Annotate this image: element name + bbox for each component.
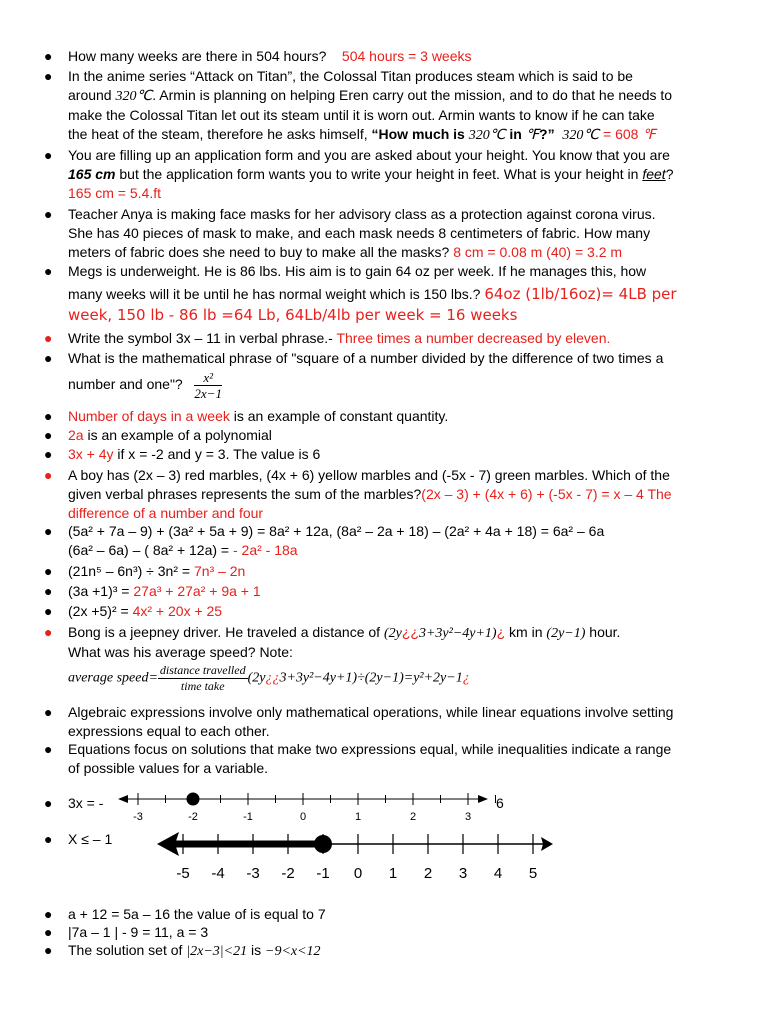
tick-label: -1: [316, 865, 330, 882]
list-item: ● Write the symbol 3x – 11 in verbal phrase.- Three times a number decreased by eleven.: [44, 330, 611, 346]
bullet: ●: [44, 147, 53, 163]
bullet: ●: [44, 603, 53, 619]
list-item: ● (5a² + 7a – 9) + (3a² + 5a + 9) = 8a² + 12a, (8a² – 2a + 18) – (2a² + 4a + 18) = 6a² – 6a (6a² – 6a) – ( 8a² + 12a) = - 2a² - 18a: [44, 523, 605, 558]
bullet: ●: [44, 795, 53, 811]
tick-label: 1: [388, 865, 398, 882]
answer-text: 8 cm = 0.08 m (40) = 3.2 m: [453, 244, 623, 260]
bullet: ●: [44, 624, 53, 640]
tick-label: -3: [246, 865, 260, 882]
list-item: ● You are filling up an application form and you are asked about your height. You know that you are 165 cm but the application form wants you to write your height in feet. What is your height in feet? 165 cm = 5.4.ft: [68, 146, 718, 203]
answer-text: 165 cm = 5.4.ft: [68, 185, 161, 201]
tick-label: -4: [211, 865, 225, 882]
bullet: ●: [44, 704, 53, 720]
tick-label: -2: [188, 811, 198, 823]
list-item: ● What is the mathematical phrase of "square of a number divided by the difference of two times a number and one"? $\frac{\text{x²}}{2x-1}$: [44, 350, 664, 401]
answer-text: 4x² + 20x + 25: [132, 603, 223, 619]
fraction: $\frac{\text{distance travelled}}{\text{time take}}$: [159, 663, 246, 693]
tick-label: 5: [528, 865, 538, 882]
number-line-1: [118, 784, 498, 824]
list-item: ● In the anime series “Attack on Titan”, the Colossal Titan produces steam which is said to be around 320℃. Armin is planning on helping Eren carry out the mission, and to do that he needs to make the Colossal Titan let out its steam until it is worn out. Armin wants to know if he can take the heat of the steam, therefore he asks himself, “How much is 320℃ in ℉?” 320℃ = 608 ℉: [44, 68, 673, 143]
answer-text: (2x – 3) + (4x + 6) + (-5x - 7) = x – 4 The: [421, 486, 672, 502]
bullet: ●: [44, 330, 53, 346]
answer-text: 504 hours = 3 weeks: [341, 48, 472, 64]
tick-label: -1: [243, 811, 253, 823]
tick-label: 3: [464, 811, 472, 823]
bullet: ●: [44, 467, 53, 483]
fraction: $\frac{\text{x²}}{2x-1}$: [194, 370, 222, 401]
right-arrow-icon: [478, 795, 488, 803]
bullet: ●: [44, 563, 53, 579]
bullet: ●: [44, 942, 53, 958]
list-item: ● a + 12 = 5a – 16 the value of is equal to 7: [44, 906, 326, 922]
answer-text: 27a³ + 27a² + 9a + 1: [133, 583, 261, 599]
list-item: ● Teacher Anya is making face masks for her advisory class as a protection against corona virus. She has 40 pieces of mask to make, and each mask needs 8 centimeters of fabric. How many meters of fabric does she need to buy to make all the masks? 8 cm = 0.08 m (40) = 3.2 m: [44, 206, 656, 260]
bullet: ●: [44, 741, 53, 757]
bullet: ●: [44, 523, 53, 539]
tick-label: -5: [176, 865, 190, 882]
answer-text: - 2a² - 18a: [232, 542, 298, 558]
bullet: ●: [44, 48, 53, 64]
list-item: ● A boy has (2x – 3) red marbles, (4x + 6) yellow marbles and (-5x - 7) green marbles. Which of the given verbal phrases represents the sum of the marbles?(2x – 3) + (4x + 6) + (-5x - 7) = x – 4 The difference of a number and four: [68, 466, 718, 523]
tick-label: 0: [299, 811, 307, 823]
bullet: ●: [44, 924, 53, 940]
answer-text: week, 150 lb - 86 lb =64 Lb, 64Lb/4lb per week = 16 weeks: [68, 306, 518, 324]
tick-label: 1: [354, 811, 362, 823]
tick-label: -2: [281, 865, 295, 882]
list-item: ● Number of days in a week is an example of constant quantity.: [44, 408, 449, 424]
bullet: ●: [44, 831, 53, 847]
list-item: ● Equations focus on solutions that make two expressions equal, while inequalities indicate a range of possible values for a variable.: [44, 741, 672, 776]
list-item: ● 3x + 4y if x = -2 and y = 3. The value is 6: [44, 446, 321, 462]
answer-text: 64oz (1lb/16oz)= 4LB per: [484, 285, 677, 303]
list-item: ● How many weeks are there in 504 hours? 504 hours = 3 weeks: [44, 48, 472, 64]
answer-text: Number of days in a week: [68, 408, 230, 424]
answer-text: 2a: [68, 427, 84, 443]
bullet: ●: [44, 350, 53, 366]
tick-label: 0: [353, 865, 363, 882]
list-item: ● X ≤ – 1: [44, 831, 113, 847]
bullet: ●: [44, 427, 53, 443]
list-item: ● 2a is an example of a polynomial: [44, 427, 272, 443]
tick-label: 3: [458, 865, 468, 882]
answer-text: 7n³ – 2n: [193, 563, 246, 579]
bullet: ●: [44, 906, 53, 922]
list-item: ● 3x = -: [44, 795, 104, 811]
number-line-2: [155, 826, 555, 884]
bullet: ●: [44, 408, 53, 424]
left-arrow-icon: [118, 795, 128, 803]
trailing-value: 6: [496, 795, 504, 811]
list-item: ● Bong is a jeepney driver. He traveled a distance of (2y¿¿3+3y²−4y+1)¿ km in (2y−1) hour. What was his average speed? Note: average speed= $\frac{\text{distance travelled}}{\text{time take}}$ (2y¿¿3+3y²−4y+1)÷(2y−1)=y²+2y−1¿: [44, 624, 621, 693]
list-item: ● (3a +1)³ = 27a³ + 27a² + 9a + 1: [44, 583, 261, 599]
solution-point: [314, 835, 332, 853]
answer-text: Three times a number decreased by eleven.: [336, 330, 611, 346]
list-item: ● The solution set of |2x−3|<21 is −9<x<12: [44, 942, 321, 959]
answer-text: 3x + 4y: [68, 446, 114, 462]
solution-point: [187, 793, 200, 806]
bullet: ●: [44, 206, 53, 222]
bullet: ●: [44, 263, 53, 279]
bullet: ●: [44, 446, 53, 462]
tick-label: 2: [409, 811, 417, 823]
list-item: ● |7a – 1 | - 9 = 11, a = 3: [44, 924, 209, 940]
bullet: ●: [44, 68, 53, 84]
bullet: ●: [44, 583, 53, 599]
tick-label: -3: [133, 811, 143, 823]
tick-label: 4: [493, 865, 503, 882]
list-item: ● Megs is underweight. He is 86 lbs. His aim is to gain 64 oz per week. If he manages this, how many weeks will it be until he has normal weight which is 150 lbs.? 64oz (1lb/16oz)= 4LB per week, 150 lb - 86 lb =64 Lb, 64Lb/4lb per week = 16 weeks: [68, 262, 718, 325]
tick-label: 2: [423, 865, 433, 882]
list-item: ● (2x +5)² = 4x² + 20x + 25: [44, 603, 223, 619]
list-item: ● Algebraic expressions involve only mathematical operations, while linear equations involve setting expressions equal to each other.: [44, 704, 674, 739]
list-item: ● (21n⁵ – 6n³) ÷ 3n² = 7n³ – 2n: [44, 563, 246, 579]
answer-text: difference of a number and four: [68, 505, 264, 521]
